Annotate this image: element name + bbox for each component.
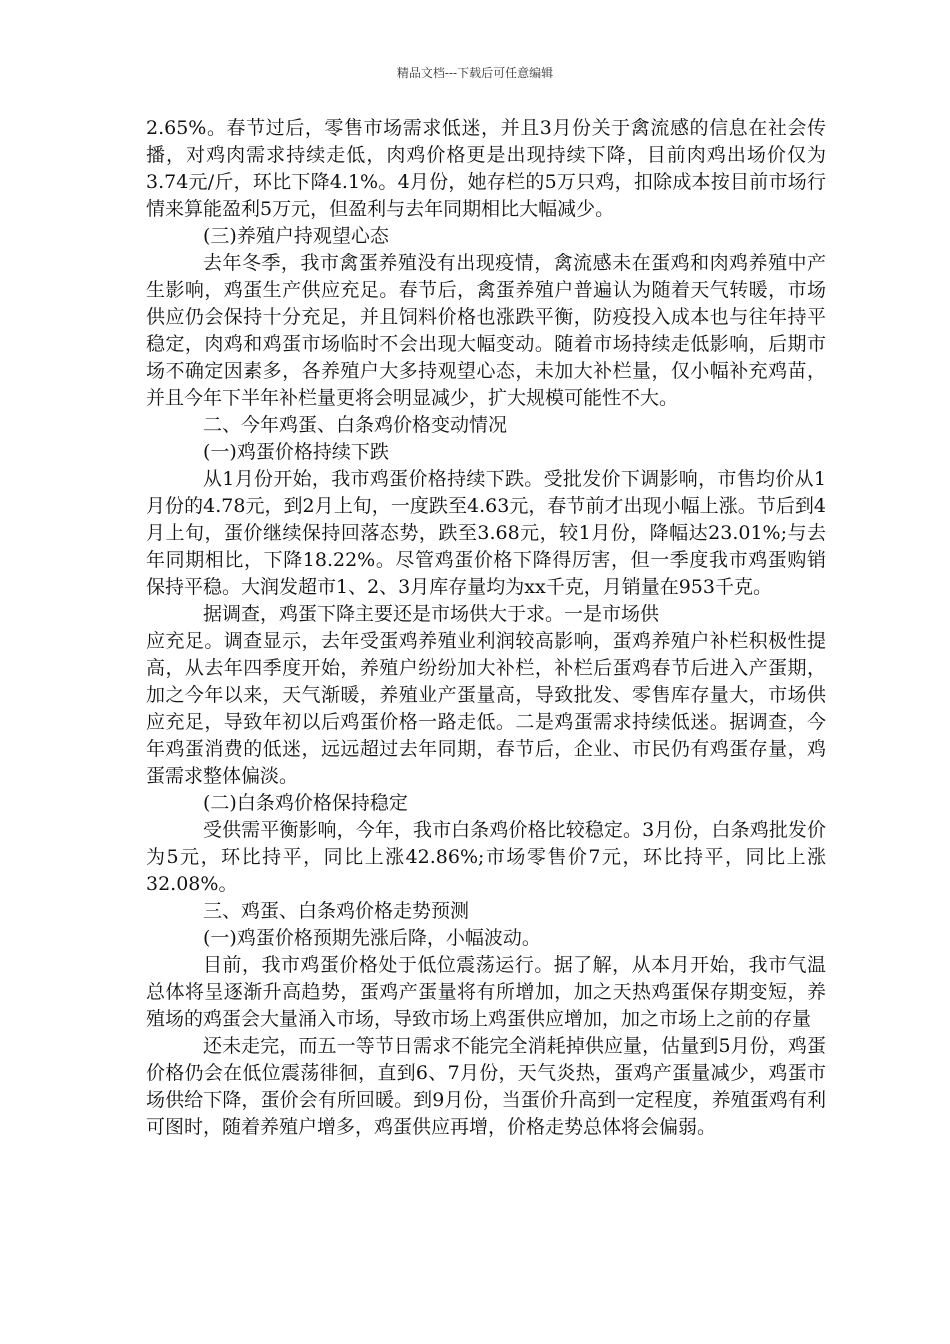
paragraph: 应充足。调查显示，去年受蛋鸡养殖业利润较高影响，蛋鸡养殖户补栏积极性提高，从去年四季度开始，养殖户纷纷加大补栏，补栏后蛋鸡春节后进入产蛋期，加之今年以来，天气渐暖，养殖业产蛋量高，导致批发、零售库存量大，市场供应充足，导致年初以后鸡蛋价格一路走低。二是鸡蛋需求持续低迷。据调查，今年鸡蛋消费的低迷，远远超过去年同期，春节后，企业、市民仍有鸡蛋存量，鸡蛋需求整体偏淡。 — [146, 630, 826, 787]
paragraph: 2.65%。春节过后，零售市场需求低迷，并且3月份关于禽流感的信息在社会传播，对鸡肉需求持续走低，肉鸡价格更是出现持续下降，目前肉鸡出场价仅为3.74元/斤，环比下降4.1%。4月份，她存栏的5万只鸡，扣除成本按目前市场行情来算能盈利5万元，但盈利与去年同期相比大幅减少。 — [146, 117, 826, 220]
section-heading: 二、今年鸡蛋、白条鸡价格变动情况 — [203, 414, 508, 436]
section-heading: (一)鸡蛋价格预期先涨后降，小幅波动。 — [203, 927, 541, 949]
paragraph: 从1月份开始，我市鸡蛋价格持续下跌。受批发价下调影响，市售均价从1月份的4.78元，到2月上旬，一度跌至4.63元，春节前才出现小幅上涨。节后到4月上旬，蛋价继续保持回落态势，跌至3.68元，较1月份，降幅达23.01%;与去年同期相比，下降18.22%。尽管鸡蛋价格下降得厉害，但一季度我市鸡蛋购销保持平稳。大润发超市1、2、3月库存量均为xx千克，月销量在953千克。 — [146, 468, 826, 598]
paragraph: 据调查，鸡蛋下降主要还是市场供大于求。一是市场供 — [203, 603, 660, 625]
paragraph: 还未走完，而五一等节日需求不能完全消耗掉供应量，估量到5月份，鸡蛋价格仍会在低位震荡徘徊，直到6、7月份，天气炎热，蛋鸡产蛋量减少，鸡蛋市场供给下降，蛋价会有所回暖。到9月份，当蛋价升高到一定程度，养殖蛋鸡有利可图时，随着养殖户增多，鸡蛋供应再增，价格走势总体将会偏弱。 — [146, 1035, 826, 1138]
page-header: 精品文档---下载后可任意编辑 — [396, 66, 554, 80]
document-body — [146, 115, 826, 1141]
section-heading: 三、鸡蛋、白条鸡价格走势预测 — [203, 900, 470, 922]
paragraph: 目前，我市鸡蛋价格处于低位震荡运行。据了解，从本月开始，我市气温总体将呈逐渐升高趋势，蛋鸡产蛋量将有所增加，加之天热鸡蛋保存期变短，养殖场的鸡蛋会大量涌入市场，导致市场上鸡蛋供应增加，加之市场上之前的存量 — [146, 954, 826, 1030]
section-heading: (三)养殖户持观望心态 — [203, 225, 389, 247]
paragraph: 受供需平衡影响，今年，我市白条鸡价格比较稳定。3月份，白条鸡批发价为5元，环比持平，同比上涨42.86%;市场零售价7元，环比持平，同比上涨32.08%。 — [146, 819, 826, 895]
section-heading: (二)白条鸡价格保持稳定 — [203, 792, 408, 814]
paragraph: 去年冬季，我市禽蛋养殖没有出现疫情，禽流感未在蛋鸡和肉鸡养殖中产生影响，鸡蛋生产供应充足。春节后，禽蛋养殖户普遍认为随着天气转暖，市场供应仍会保持十分充足，并且饲料价格也涨跌平衡，防疫投入成本也与往年持平稳定，肉鸡和鸡蛋市场临时不会出现大幅变动。随着市场持续走低影响，后期市场不确定因素多，各养殖户大多持观望心态，未加大补栏量，仅小幅补充鸡苗，并且今年下半年补栏量更将会明显减少，扩大规模可能性不大。 — [146, 252, 826, 409]
section-heading: (一)鸡蛋价格持续下跌 — [203, 441, 389, 463]
